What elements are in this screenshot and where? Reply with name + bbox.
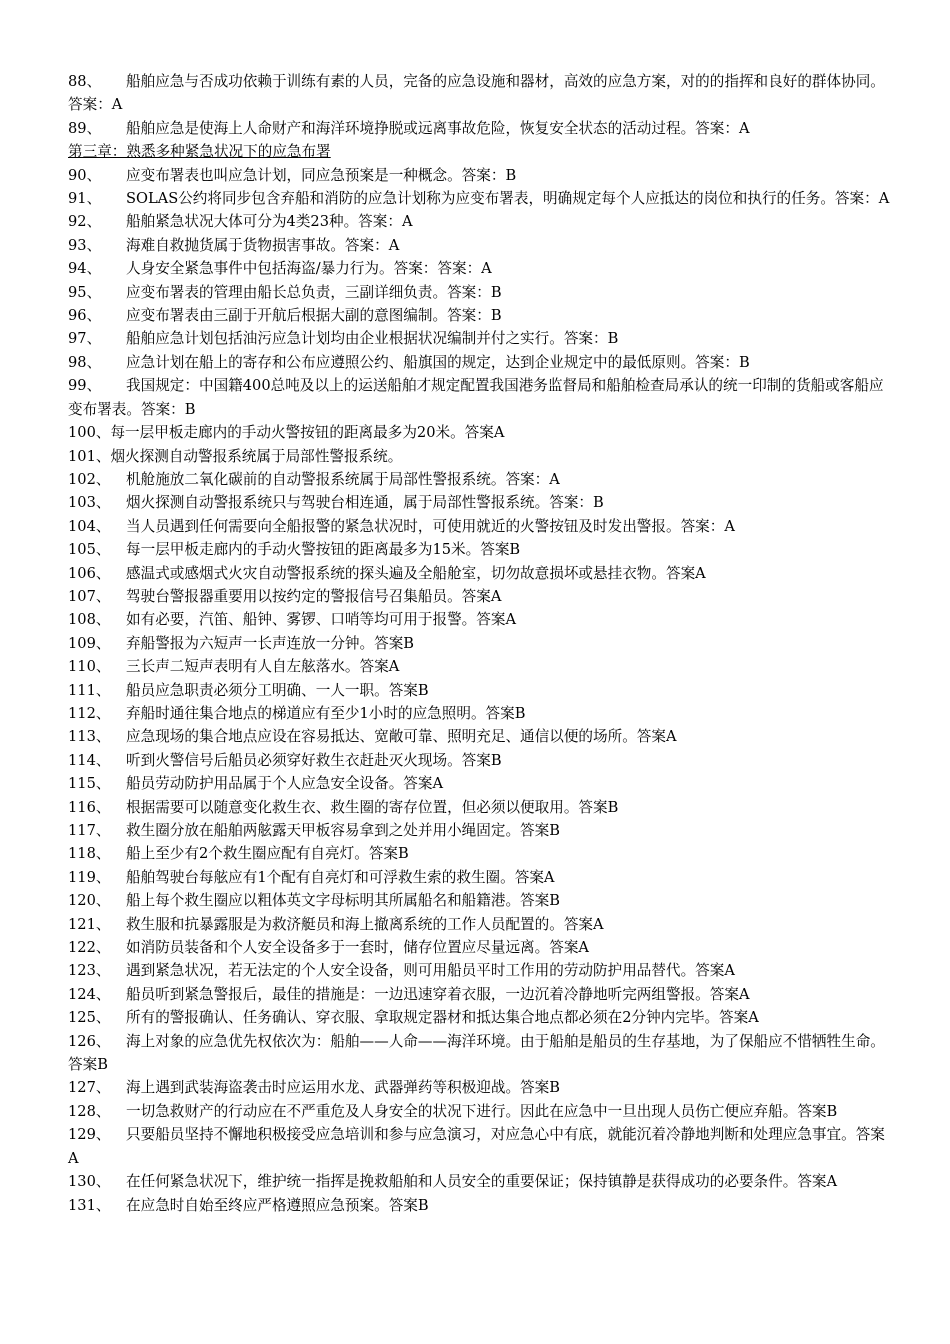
question-item (68, 70, 893, 117)
question-text: 一切急救财产的行动应在不严重危及人身安全的状况下进行。因此在应急中一旦出现人员伤亡便应弃船。答案B (126, 1102, 838, 1120)
question-number: 124、 (68, 985, 111, 1003)
question-number: 127、 (68, 1079, 111, 1097)
question-text: 应变布署表也叫应急计划，同应急预案是一种概念。答案：B (126, 166, 517, 184)
question-item (68, 585, 893, 608)
question-number: 103、 (68, 494, 111, 512)
question-item (68, 281, 893, 304)
question-item (68, 562, 893, 585)
question-text: 每一层甲板走廊内的手动火警按钮的距离最多为15米。答案B (126, 541, 521, 559)
question-number: 96、 (68, 307, 102, 325)
question-text: 应急现场的集合地点应设在容易抵达、宽敞可靠、照明充足、通信以便的场所。答案A (126, 728, 677, 746)
question-item (68, 842, 893, 865)
question-text: 我国规定：中国籍400总吨及以上的运送船舶才规定配置我国港务监督局和船舶检查局承认的统一印制的货船或客船应变布署表。答案：B (68, 377, 884, 418)
question-text: 所有的警报确认、任务确认、穿衣服、拿取规定器材和抵达集合地点都必须在2分钟内完毕。答案A (126, 1009, 759, 1027)
question-text: 弃船警报为六短声一长声连放一分钟。答案B (126, 634, 415, 652)
question-number: 101、 (68, 447, 111, 465)
question-number: 108、 (68, 611, 111, 629)
question-item (68, 913, 893, 936)
question-number: 121、 (68, 915, 111, 933)
question-number: 109、 (68, 634, 111, 652)
question-item (68, 1006, 893, 1029)
question-number: 117、 (68, 822, 111, 839)
question-number: 111、 (68, 681, 111, 699)
question-text: 三长声二短声表明有人自左舷落水。答案A (126, 658, 400, 676)
question-number: 94、 (68, 260, 102, 278)
question-text: 船舶紧急状况大体可分为4类23种。答案：A (126, 213, 413, 231)
question-number: 107、 (68, 587, 111, 605)
question-number: 104、 (68, 517, 111, 535)
question-item (68, 234, 893, 257)
question-text: 船上每个救生圈应以粗体英文字母标明其所属船名和船籍港。答案B (126, 892, 560, 910)
question-number: 129、 (68, 1126, 111, 1144)
question-number: 90、 (68, 166, 102, 184)
question-number: 100、 (68, 424, 111, 442)
question-number: 128、 (68, 1102, 111, 1120)
question-text: 根据需要可以随意变化救生衣、救生圈的寄存位置，但必须以便取用。答案B (126, 798, 619, 816)
question-text: 弃船时通往集合地点的梯道应有至少1小时的应急照明。答案B (126, 704, 526, 722)
chapter-heading: 第三章：熟悉多种紧急状况下的应急布署 (68, 143, 331, 161)
question-number: 112、 (68, 704, 111, 722)
question-item (68, 304, 893, 327)
question-item (68, 959, 893, 982)
question-number: 95、 (68, 283, 102, 301)
question-number: 106、 (68, 564, 111, 582)
question-item (68, 164, 893, 187)
question-text: 船舶应急是使海上人命财产和海洋环境挣脱或远离事故危险，恢复安全状态的活动过程。答案：A (126, 119, 750, 137)
question-item (68, 936, 893, 959)
question-text: 烟火探测自动警报系统属于局部性警报系统。 (110, 447, 403, 465)
question-number: 130、 (68, 1173, 111, 1191)
question-text: 在应急时自始至终应严格遵照应急预案。答案B (126, 1196, 429, 1214)
document-body (68, 70, 893, 1217)
question-item (68, 1076, 893, 1099)
question-text: 应变布署表由三副于开航后根据大副的意图编制。答案：B (126, 307, 502, 325)
question-text: 感温式或感烟式火灾自动警报系统的探头遍及全船舱室，切勿故意损坏或悬挂衣物。答案A (126, 564, 706, 582)
question-text: 如消防员装备和个人安全设备多于一套时，储存位置应尽量远离。答案A (126, 939, 589, 957)
question-item (68, 749, 893, 772)
question-number: 92、 (68, 213, 102, 231)
question-item (68, 374, 893, 421)
question-text: 机舱施放二氧化碳前的自动警报系统属于局部性警报系统。答案：A (126, 470, 560, 488)
question-number: 115、 (68, 775, 111, 793)
question-text: 船舶应急与否成功依赖于训练有素的人员，完备的应急设施和器材，高效的应急方案，对的的指挥和良好的群体协同。答案：A (68, 73, 885, 114)
question-number: 126、 (68, 1032, 111, 1050)
question-text: 在任何紧急状况下，维护统一指挥是挽救船舶和人员安全的重要保证；保持镇静是获得成功的必要条件。答案A (126, 1173, 838, 1191)
question-item (68, 1030, 893, 1077)
question-text: 船员应急职责必须分工明确、一人一职。答案B (126, 681, 429, 699)
question-text: 海难自救抛货属于货物损害事故。答案：A (126, 236, 400, 254)
question-text: 船员劳动防护用品属于个人应急安全设备。答案A (126, 775, 444, 793)
question-item (68, 538, 893, 561)
question-item (68, 889, 893, 912)
question-number: 125、 (68, 1009, 111, 1027)
question-text: 救生服和抗暴露服是为救济艇员和海上撤离系统的工作人员配置的。答案A (126, 915, 604, 933)
question-number: 105、 (68, 541, 111, 559)
question-text: 船舶应急计划包括油污应急计划均由企业根据状况编制并付之实行。答案：B (126, 330, 619, 348)
question-number: 97、 (68, 330, 102, 348)
question-text: SOLAS公约将同步包含弃船和消防的应急计划称为应变布署表，明确规定每个人应抵达的岗位和执行的任务。答案：A (126, 190, 890, 208)
question-text: 人身安全紧急事件中包括海盗/暴力行为。答案：答案：A (126, 260, 492, 278)
question-item (68, 725, 893, 748)
question-item (68, 117, 893, 140)
question-item (68, 421, 893, 444)
question-text: 如有必要，汽笛、船钟、雾锣、口哨等均可用于报警。答案A (126, 611, 516, 629)
question-item (68, 796, 893, 819)
question-number: 122、 (68, 939, 111, 957)
question-item (68, 632, 893, 655)
question-number: 131、 (68, 1196, 111, 1214)
question-item (68, 257, 893, 280)
question-item (68, 445, 893, 468)
question-text: 海上对象的应急优先权依次为：船舶——人命——海洋环境。由于船舶是船员的生存基地，为了保船应不惜牺牲生命。答案B (68, 1032, 885, 1074)
question-number: 116、 (68, 798, 111, 816)
question-text: 船员听到紧急警报后，最佳的措施是：一边迅速穿着衣服，一边沉着冷静地听完两组警报。答案A (126, 985, 750, 1003)
question-item (68, 702, 893, 725)
question-text: 救生圈分放在船舶两舷露天甲板容易拿到之处并用小绳固定。答案B (126, 822, 560, 839)
question-text: 应变布署表的管理由船长总负责，三副详细负责。答案：B (126, 283, 502, 301)
question-item (68, 1170, 893, 1193)
question-text: 海上遇到武装海盗袭击时应运用水龙、武器弹药等积极迎战。答案B (126, 1079, 560, 1097)
question-number: 113、 (68, 728, 111, 746)
question-number: 91、 (68, 190, 102, 208)
question-number: 110、 (68, 658, 111, 676)
question-text: 遇到紧急状况，若无法定的个人安全设备，则可用船员平时工作用的劳动防护用品替代。答案A (126, 962, 735, 980)
question-item (68, 1194, 893, 1217)
question-text: 驾驶台警报器重要用以按约定的警报信号召集船员。答案A (126, 587, 502, 605)
question-text: 烟火探测自动警报系统只与驾驶台相连通，属于局部性警报系统。答案：B (126, 494, 604, 512)
question-text: 当人员遇到任何需要向全船报警的紧急状况时，可使用就近的火警按钮及时发出警报。答案：A (126, 517, 735, 535)
question-item (68, 351, 893, 374)
question-number: 102、 (68, 470, 111, 488)
question-item (68, 468, 893, 491)
question-item (68, 515, 893, 538)
question-number: 120、 (68, 892, 111, 910)
question-text: 听到火警信号后船员必须穿好救生衣赶赴灭火现场。答案B (126, 751, 502, 769)
question-item (68, 866, 893, 889)
question-number: 98、 (68, 353, 102, 371)
question-item (68, 1100, 893, 1123)
question-item (68, 983, 893, 1006)
question-number: 89、 (68, 119, 102, 137)
question-text: 每一层甲板走廊内的手动火警按钮的距离最多为20米。答案A (110, 424, 505, 442)
question-item (68, 679, 893, 702)
question-number: 114、 (68, 751, 111, 769)
question-item (68, 608, 893, 631)
question-item (68, 210, 893, 233)
question-number: 119、 (68, 868, 111, 886)
question-item (68, 327, 893, 350)
question-text: 只要船员坚持不懈地积极接受应急培训和参与应急演习，对应急心中有底，就能沉着冷静地判断和处理应急事宜。答案A (68, 1126, 885, 1167)
question-item (68, 491, 893, 514)
question-item (68, 655, 893, 678)
question-item (68, 819, 893, 842)
question-item (68, 187, 893, 210)
question-number: 93、 (68, 236, 102, 254)
question-text: 应急计划在船上的寄存和公布应遵照公约、船旗国的规定，达到企业规定中的最低原则。答案：B (126, 353, 750, 371)
question-text: 船舶驾驶台每舷应有1个配有自亮灯和可浮救生索的救生圈。答案A (126, 868, 555, 886)
question-text: 船上至少有2个救生圈应配有自亮灯。答案B (126, 845, 409, 863)
question-item (68, 772, 893, 795)
question-number: 118、 (68, 845, 111, 863)
question-number: 123、 (68, 962, 111, 980)
question-item (68, 1123, 893, 1170)
question-number: 99、 (68, 377, 102, 395)
question-number: 88、 (68, 73, 102, 90)
